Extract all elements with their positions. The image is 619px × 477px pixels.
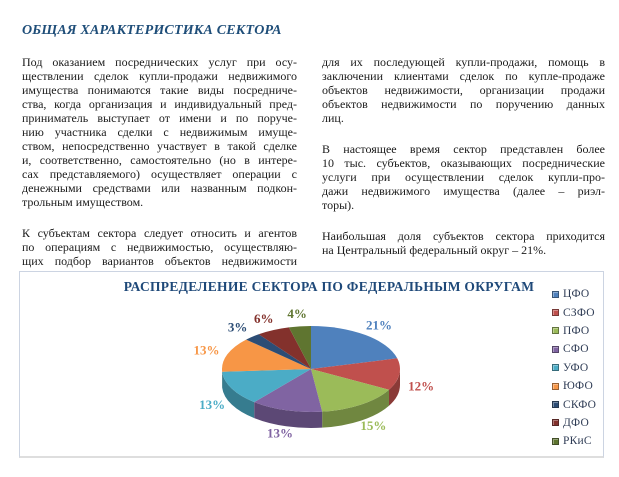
chart-legend [552,285,596,451]
pie-chart [20,272,603,454]
text-line: ществлении сделок купли-продажи недвижимого [22,69,297,83]
text-line: В настоящее время сектор представлен более [322,142,605,156]
text-line: Под оказанием посреднических услуг при осу- [22,55,297,69]
pie-data-label: 21% [366,317,393,333]
text-line: щих подбор вариантов объектов недвижимости [22,254,297,268]
legend-item [552,414,596,432]
text-line: приниматель выступает от имени и по поруче- [22,111,297,125]
text-line: заключении клиентами сделок по купле-продаже [322,69,605,83]
pie-data-label: 6% [253,310,274,326]
text-line: трольным имуществом. [22,195,144,209]
text-line: К субъектам сектора следует относить и агентов [22,226,297,240]
text-line: услуги при осуществлении сделок купли-про- [322,170,605,184]
chart-panel [19,271,604,458]
legend-item [552,377,596,395]
text-line: объектов недвижимости по поручению данных [322,97,605,111]
text-column-left [22,55,297,285]
legend-label: УФО [563,361,589,374]
paragraph [22,226,297,268]
text-line: ства, когда организация и индивидуальный пред- [22,97,297,111]
text-line: для их последующей купли-продажи, помощь в [322,55,605,69]
paragraph [322,229,605,257]
legend-label: СФО [563,343,589,356]
text-line: лиц. [322,111,344,125]
legend-label: РКиС [563,435,592,448]
text-line: ством, непосредственно участвует в такой сделке [22,139,297,153]
legend-label: ДФО [563,416,589,429]
paragraph [22,55,297,209]
legend-label: ПФО [563,324,590,337]
pie-data-label: 13% [193,342,220,358]
pie-data-label: 13% [267,425,294,441]
legend-item [552,285,596,303]
text-line: 10 тыс. субъектов, оказывающих посреднические [322,156,605,170]
legend-swatch [552,383,559,390]
legend-swatch [552,364,559,371]
pie-data-label: 15% [360,417,387,433]
text-line: Наибольшая доля субъектов сектора приходится [322,229,605,243]
text-line: торы). [322,198,355,212]
text-line: имущества понимаются такие виды посредниче- [22,83,297,97]
text-line: по операциям с недвижимостью, осуществляю- [22,240,297,254]
text-line: сах представляемого) осуществляет операции с [22,167,297,181]
text-column-right [322,55,605,274]
legend-item [552,340,596,358]
legend-swatch [552,327,559,334]
legend-label: СКФО [563,398,597,411]
section-heading: ОБЩАЯ ХАРАКТЕРИСТИКА СЕКТОРА [22,23,282,38]
legend-swatch [552,346,559,353]
legend-swatch [552,291,559,298]
text-line: объектов недвижимости, организации продажи [322,83,605,97]
legend-label: ЮФО [563,380,593,393]
paragraph [322,55,605,125]
text-line: и, соответственно, самостоятельно (но в интере- [22,153,297,167]
pie-data-label: 4% [287,305,307,321]
text-line: нию участника сделки с недвижимым имуще- [22,125,297,139]
text-line: на Центральный федеральный округ – 21%. [322,243,547,257]
text-line: дажи недвижимого имущества (далее – риэл- [322,184,605,198]
legend-swatch [552,309,559,316]
legend-item [552,395,596,413]
legend-item [552,432,596,450]
chart-title: РАСПРЕДЕЛЕНИЕ СЕКТОРА ПО ФЕДЕРАЛЬНЫМ ОКРУГАМ [123,279,535,294]
pie-data-label: 12% [408,378,435,394]
legend-label: ЦФО [563,288,590,301]
pie-data-label: 3% [227,319,248,335]
legend-swatch [552,438,559,445]
legend-swatch [552,401,559,408]
legend-item [552,359,596,377]
legend-item [552,303,596,321]
paragraph [322,142,605,212]
legend-label: СЗФО [563,306,595,319]
text-line: денежными средствами или названным подкон- [22,181,297,195]
pie-data-label: 13% [199,396,226,412]
legend-swatch [552,419,559,426]
legend-item [552,322,596,340]
